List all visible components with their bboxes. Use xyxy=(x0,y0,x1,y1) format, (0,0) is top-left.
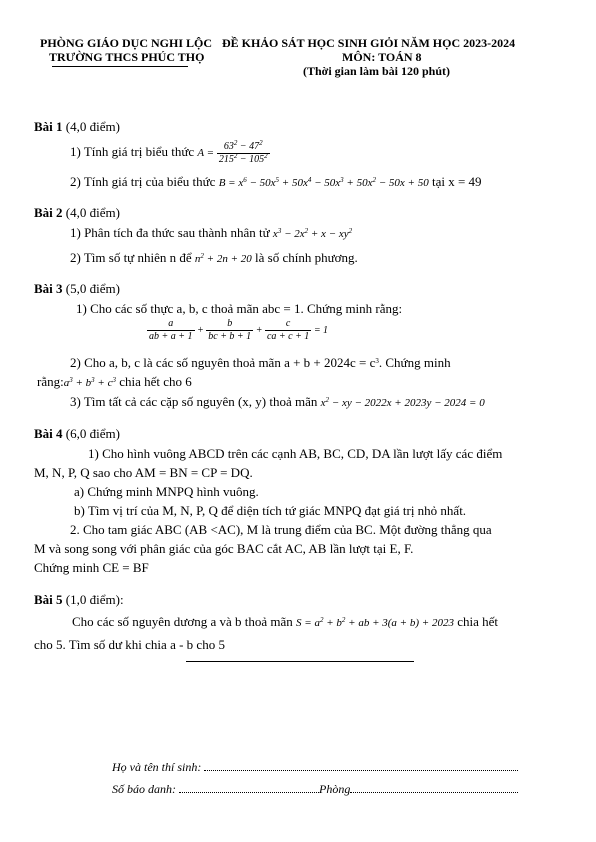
school-department: PHÒNG GIÁO DỤC NGHI LỘC xyxy=(40,36,213,50)
bai1-q2-text: 2) Tính giá trị của biểu thức xyxy=(70,174,219,189)
bai3-q2-line2-tail: chia hết cho 6 xyxy=(115,374,192,389)
end-divider xyxy=(186,661,414,662)
bai5-formula: $S = a^2 + b^2$ + ab + 3(a + b) + 2023 xyxy=(296,616,454,629)
bai5-line1-tail: chia hết xyxy=(457,614,498,629)
room-blank[interactable] xyxy=(350,782,518,793)
bai1-q2-formula: $B = x^6 - 50x^5 + 50x^4 - 50x^3 + 50x^2 - 50x + 50$ xyxy=(218,176,429,189)
exam-title: ĐỀ KHẢO SÁT HỌC SINH GIỎI NĂM HỌC 2023-2024 xyxy=(222,36,516,50)
bai3-q1: 1) Cho các số thực a, b, c thoả mãn abc = 1. Chứng minh rằng: xyxy=(76,301,403,316)
subject: MÔN: TOÁN 8 xyxy=(342,50,422,64)
bai4-line4: b) Tìm vị trí của M, N, P, Q để diện tích tứ giác MNPQ đạt giá trị nhỏ nhất. xyxy=(74,503,467,518)
bai5-line1-text: Cho các số nguyên dương a và b thoả mãn xyxy=(72,614,297,629)
bai2-q2-formula: $n^2 + 2n + 20$ xyxy=(194,252,252,265)
bai3-q2-line2 xyxy=(37,374,192,390)
bai3-q1-formula: $\frac{a}{ab + a + 1}$ + $\frac{b}{bc + b + 1}$ + $\frac{c}{ca + c + 1}$ = 1 xyxy=(149,318,329,342)
room-label: Phòng xyxy=(319,782,351,796)
school-name: TRƯỜNG THCS PHÚC THỌ xyxy=(49,50,205,64)
bai4-line5: 2. Cho tam giác ABC (AB <AC), M là trung điểm của BC. Một đường thẳng qua xyxy=(70,522,492,537)
bai1-title: Bài 1 xyxy=(34,119,63,134)
bai2-heading xyxy=(34,205,120,221)
bai3-title: Bài 3 xyxy=(34,281,63,296)
bai4-line1: 1) Cho hình vuông ABCD trên các cạnh AB, BC, CD, DA lần lượt lấy các điểm xyxy=(88,446,503,461)
candidate-name-label: Họ và tên thí sinh: xyxy=(112,760,202,774)
bai1-q2 xyxy=(70,174,482,190)
bai1-points: (4,0 điểm) xyxy=(62,119,120,134)
bai3-q2: 2) Cho a, b, c là các số nguyên thoả mãn $a + b + 2024c = c^3$. Chứng minh xyxy=(70,355,451,370)
bai5-heading xyxy=(34,592,124,608)
bai4-heading xyxy=(34,426,120,442)
bai1-heading xyxy=(34,119,120,135)
bai4-line6: M và song song với phân giác của góc BAC cắt AC, AB lần lượt tại E, F. xyxy=(34,541,414,556)
bai5-points: (1,0 điểm): xyxy=(62,592,124,607)
bai2-q2 xyxy=(70,250,358,266)
bai2-q1-text: 1) Phân tích đa thức sau thành nhân tử xyxy=(70,225,273,240)
bai1-q2-tail: tại x = 49 xyxy=(431,174,482,189)
bai5-title: Bài 5 xyxy=(34,592,63,607)
candidate-number-blank[interactable] xyxy=(179,782,319,793)
header-underline-left xyxy=(52,66,188,67)
bai2-q1 xyxy=(70,225,352,241)
candidate-number-line xyxy=(112,782,518,797)
bai2-q2-text: 2) Tìm số tự nhiên n để xyxy=(70,250,195,265)
bai5-line2: cho 5. Tìm số dư khi chia a - b cho 5 xyxy=(34,637,225,652)
candidate-name-blank[interactable] xyxy=(204,760,518,771)
bai2-q2-tail: là số chính phương. xyxy=(255,250,358,265)
bai1-q1-text: 1) Tính giá trị biểu thức xyxy=(70,144,198,159)
bai4-points: (6,0 điểm) xyxy=(62,426,120,441)
bai4-line7: Chứng minh CE = BF xyxy=(34,560,149,575)
bai3-q2-tail: . Chứng minh xyxy=(378,355,451,370)
bai1-q1-formula: A = $\frac{63^2 - 47^2}{215^2 - 105^2}$ xyxy=(197,138,268,165)
exam-duration: (Thời gian làm bài 120 phút) xyxy=(303,64,451,78)
bai3-heading xyxy=(34,281,120,297)
bai3-q3 xyxy=(70,394,485,410)
bai3-q2-formula: $a^3 + b^3 + c^3$ xyxy=(63,376,116,389)
bai2-q1-formula: $x^3 - 2x^2 + x - xy^2$ xyxy=(272,227,353,240)
bai3-points: (5,0 điểm) xyxy=(62,281,120,296)
bai3-q2-text: 2) Cho a, b, c là các số nguyên thoả mãn a + b + 2024c = c xyxy=(70,355,376,370)
bai4-line2: M, N, P, Q sao cho AM = BN = CP = DQ. xyxy=(34,465,253,480)
bai4-title: Bài 4 xyxy=(34,426,63,441)
bai1-q1 xyxy=(70,137,270,168)
bai4-line3: a) Chứng minh MNPQ hình vuông. xyxy=(74,484,259,499)
bai5-line1 xyxy=(72,614,498,630)
bai2-points: (4,0 điểm) xyxy=(62,205,120,220)
candidate-number-label: Số báo danh: xyxy=(112,782,176,796)
candidate-name-line xyxy=(112,760,518,775)
bai3-q3-text: 3) Tìm tất cả các cặp số nguyên (x, y) thoả mãn xyxy=(70,394,321,409)
bai3-q2-line2-label: rằng: xyxy=(37,374,64,389)
bai2-title: Bài 2 xyxy=(34,205,63,220)
bai3-q3-formula: $x^2$ − xy − 2022x + 2023y − 2024 = 0 xyxy=(320,396,485,409)
